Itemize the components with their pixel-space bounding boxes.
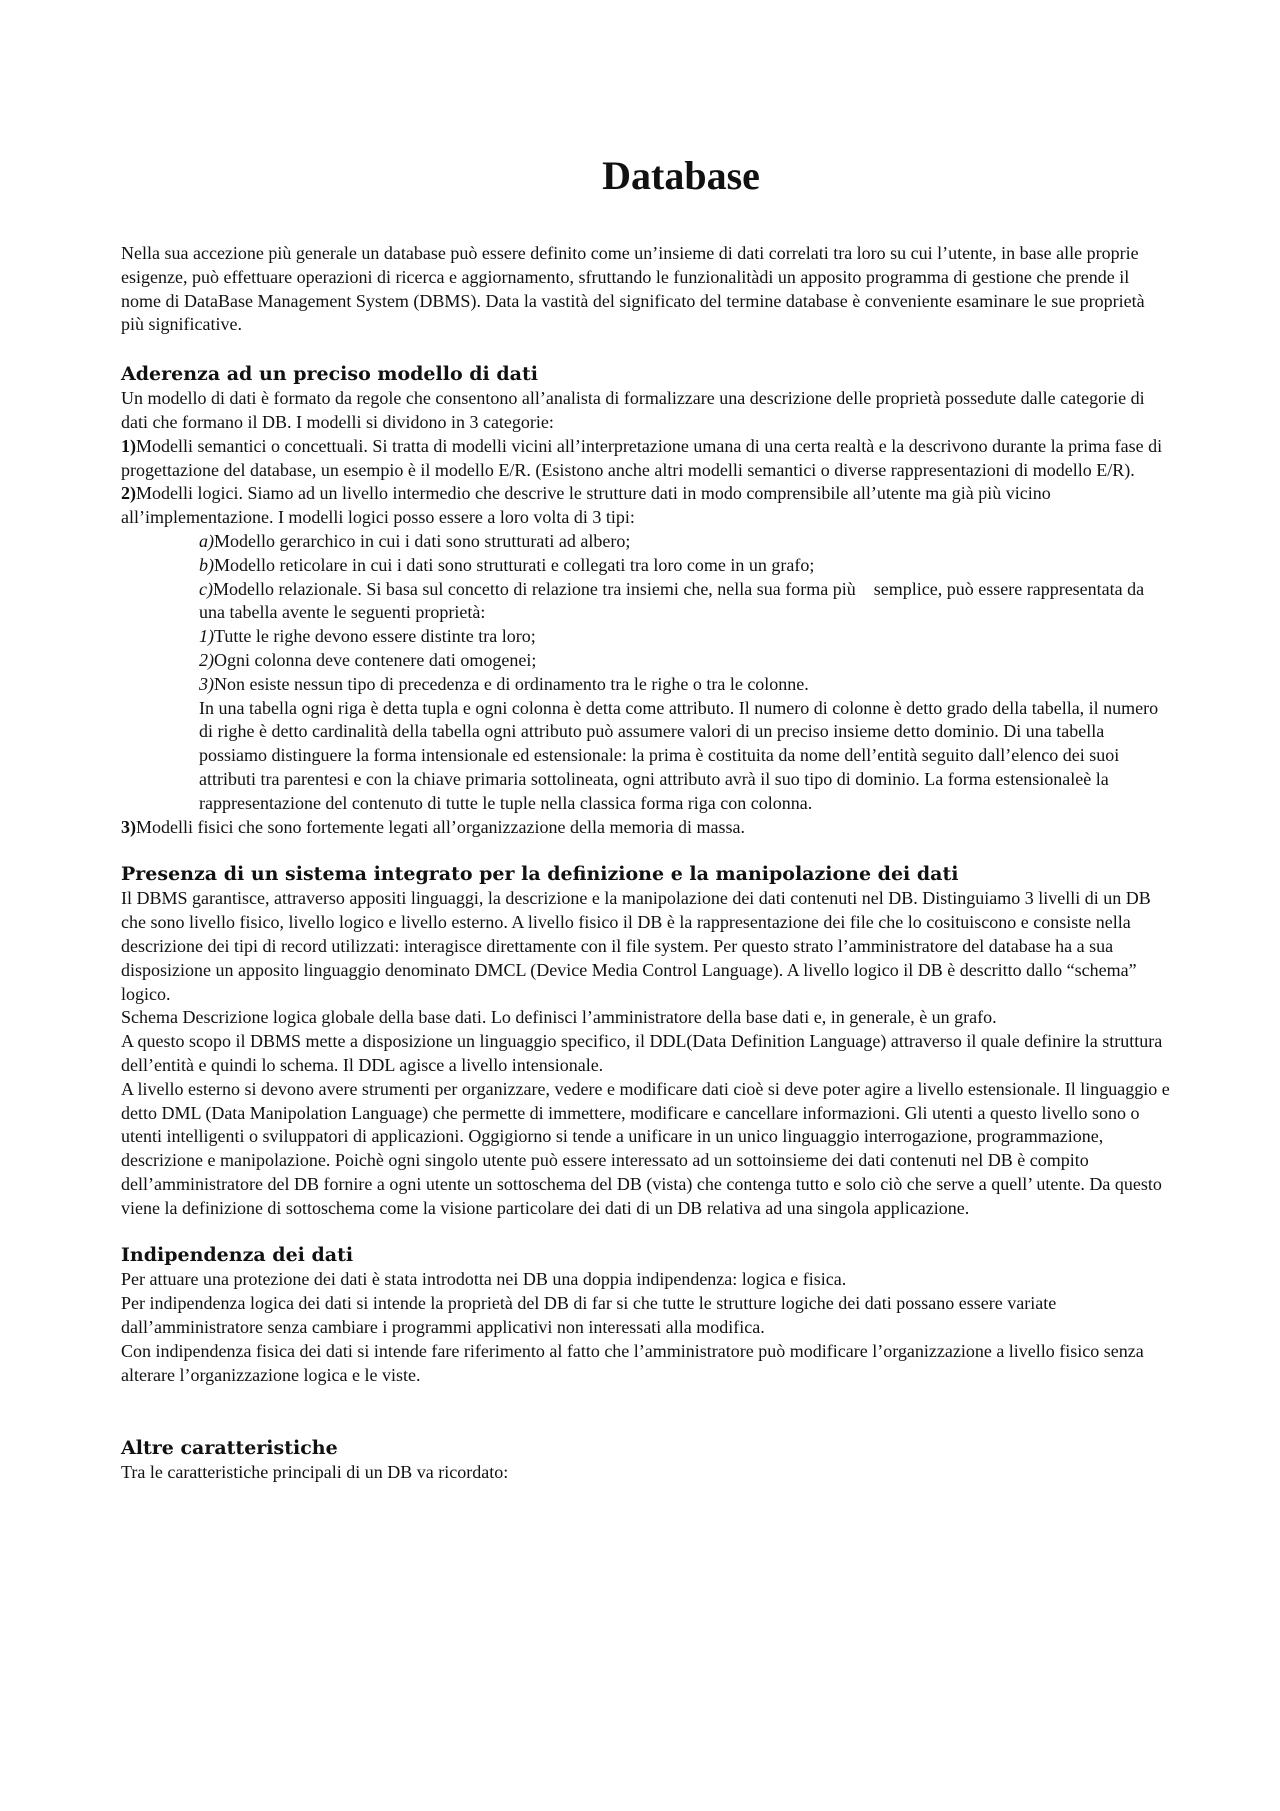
- sublist-letter: a): [199, 530, 214, 551]
- intro-paragraph: Nella sua accezione più generale un database può essere definito come un’insieme di dati correlati tra loro su cui l’utente, in base alle proprie esigenze, può effettuare operazioni di ricerca e aggiornamento, sfruttando le funzionalitàdi un apposito programma di gestione che prende il nome di DataBase Management System (DBMS). Data la vastità del significato del termine database è conveniente esaminare le sue proprietà più significative.: [121, 243, 1145, 335]
- list-item-logical-models: [121, 482, 1171, 530]
- list-item-semantic-models: [121, 435, 1171, 483]
- property-number: 3): [199, 673, 214, 694]
- document-page: [121, 0, 1171, 1485]
- sublist-text: Modello reticolare in cui i dati sono strutturati e collegati tra loro come in un grafo;: [214, 554, 815, 575]
- section3-paragraph-2: Per indipendenza logica dei dati si intende la proprietà del DB di far si che tutte le strutture logiche dei dati possano essere variate dall’amministratore senza cambiare i programmi applicativi non interessati alla modifica.: [121, 1293, 1057, 1338]
- relational-table-paragraph: In una tabella ogni riga è detta tupla e ogni colonna è detta come attributo. Il numero di colonne è detto grado della tabella, il numero di righe è detto cardinalità della tabella ogni attributo può assumere valori di un preciso insieme detto dominio. Di una tabella possiamo distinguere la forma intensionale ed estensionale: la prima è costituita da nome dell’entità seguito dall’elenco dei suoi attributi tra parentesi e con la chiave primaria sottolineata, ogni attributo avrà il suo tipo di dominio. La forma estensionaleè la rappresentazione del contenuto di tutte le tuple nella classica forma riga con colonna.: [199, 697, 1159, 813]
- page-title: Database: [602, 153, 760, 198]
- list-item-text: Modelli fisici che sono fortemente legati all’organizzazione della memoria di massa.: [136, 816, 745, 837]
- property-number: 2): [199, 649, 214, 670]
- list-number: 3): [121, 816, 136, 837]
- sublist-letter: b): [199, 554, 214, 575]
- list-item-text: Modelli semantici o concettuali. Si tratta di modelli vicini all’interpretazione umana di una certa realtà e la descrivono durante la prima fase di progettazione del database, un esempio è il modello E/R. (Esistono anche altri modelli semantici o diverse rappresentazioni di modello E/R).: [121, 435, 1163, 480]
- section2-paragraph-3: A questo scopo il DBMS mette a disposizione un linguaggio specifico, il DDL(Data Definition Language) attraverso il quale definire la struttura dell’entità e quindi lo schema. Il DDL agisce a livello intensionale.: [121, 1031, 1163, 1075]
- list-item-text: Modelli logici. Siamo ad un livello intermedio che descrive le strutture dati in modo comprensibile all’utente ma già più vicino all’implementazione. I modelli logici posso essere a loro volta di 3 tipi:: [121, 483, 1051, 528]
- property-text: Ogni colonna deve contenere dati omogenei;: [214, 649, 537, 670]
- section2-paragraph-4: A livello esterno si devono avere strumenti per organizzare, vedere e modificare dati cioè si deve poter agire a livello estensionale. Il linguaggio e detto DML (Data Manipolation Language) che permette di immettere, modificare e cancellare informazioni. Gli utenti a questo livello sono o utenti intelligenti o sviluppatori di applicazioni. Oggigiorno si tende a unificare in un unico linguaggio interrogazione, programmazione, descrizione e manipolazione. Poichè ogni singolo utente può essere interessato ad un sottoinsieme dei dati contenuti nel DB è compito dell’amministratore del DB fornire a ogni utente un sottoschema del DB (vista) che contenga tutto e solo ciò che serve a quell’ utente. Da questo viene la definizione di sottoschema come la visione particolare dei dati di un DB relativa ad una singola applicazione.: [121, 1078, 1170, 1218]
- section-heading-other-features: Altre caratteristiche: [121, 1437, 338, 1460]
- section2-paragraph-1: Il DBMS garantisce, attraverso appositi linguaggi, la descrizione e la manipolazione dei dati contenuti nel DB. Distinguiamo 3 livelli di un DB che sono livello fisico, livello logico e livello esterno. A livello fisico il DB è la rappresentazione dei file che lo cosituiscono e consiste nella descrizione dei tipi di record utilizzati: interagisce direttamente con il file system. Per questo strato l’amministratore del database ha a sua disposizione un apposito linguaggio denominato DMCL (Device Media Control Language). A livello logico il DB è descritto dallo “schema” logico.: [121, 888, 1151, 1004]
- section3-paragraph-1: Per attuare una protezione dei dati è stata introdotta nei DB una doppia indipendenza: logica e fisica.: [121, 1269, 847, 1290]
- property-item: [199, 625, 1171, 649]
- property-text: Non esiste nessun tipo di precedenza e di ordinamento tra le righe o tra le colonne.: [214, 673, 809, 694]
- sublist-letter: c): [199, 578, 213, 599]
- list-number: 2): [121, 483, 136, 504]
- section3-paragraph-3: Con indipendenza fisica dei dati si intende fare riferimento al fatto che l’amministratore può modificare l’organizzazione a livello fisico senza alterare l’organizzazione logica e le viste.: [121, 1340, 1144, 1385]
- list-number: 1): [121, 435, 136, 456]
- section-heading-data-model: Aderenza ad un preciso modello di dati: [121, 363, 538, 386]
- property-item: [199, 673, 1171, 697]
- list-item-physical-models: [121, 816, 1171, 840]
- section-heading-data-independence: Indipendenza dei dati: [121, 1244, 354, 1267]
- sublist-item-relational: [199, 578, 1171, 626]
- property-text: Tutte le righe devono essere distinte tra loro;: [214, 626, 536, 647]
- property-number: 1): [199, 626, 214, 647]
- section1-paragraph: Un modello di dati è formato da regole che consentono all’analista di formalizzare una descrizione delle proprietà possedute dalle categorie di dati che formano il DB. I modelli si dividono in 3 categorie:: [121, 388, 1145, 432]
- sublist-text: Modello relazionale. Si basa sul concetto di relazione tra insiemi che, nella sua forma più semplice, può essere rappresentata da una tabella avente le seguenti proprietà:: [199, 578, 1149, 623]
- section4-paragraph-1: Tra le caratteristiche principali di un DB va ricordato:: [121, 1462, 509, 1483]
- sublist-item-hierarchical: [199, 530, 1171, 554]
- sublist-item-network: [199, 554, 1171, 578]
- section-heading-integrated-system: Presenza di un sistema integrato per la definizione e la manipolazione dei dati: [121, 863, 959, 886]
- section2-paragraph-2: Schema Descrizione logica globale della base dati. Lo definisci l’amministratore della base dati e, in generale, è un grafo.: [121, 1007, 997, 1028]
- property-item: [199, 649, 1171, 673]
- sublist-text: Modello gerarchico in cui i dati sono strutturati ad albero;: [214, 530, 631, 551]
- logical-models-sublist: [121, 530, 1171, 816]
